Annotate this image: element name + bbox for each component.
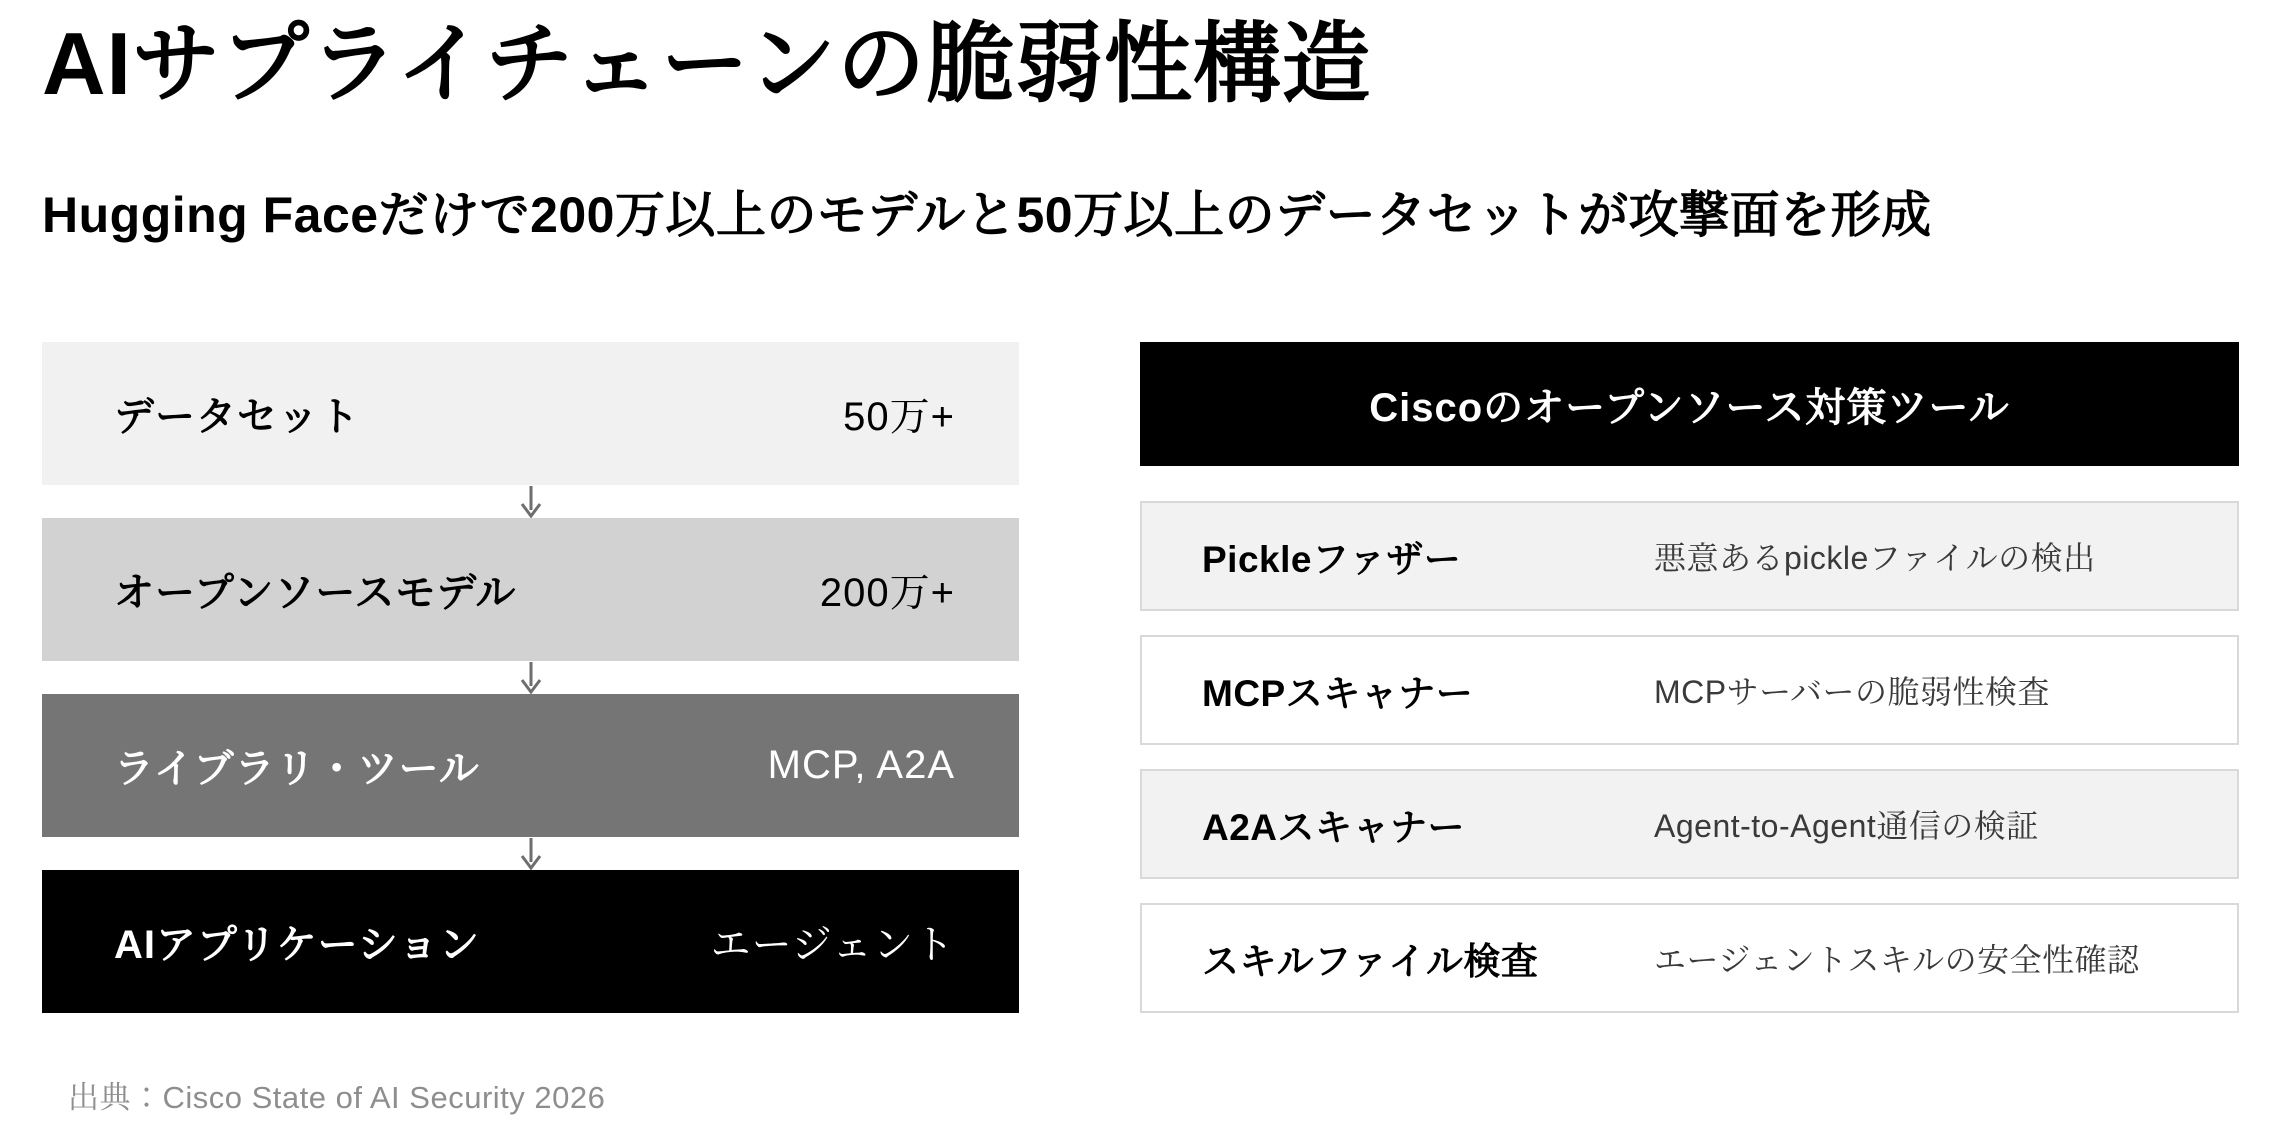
tool-row-skill-file-inspection [1140, 903, 2239, 1013]
tool-description: エージェントスキルの安全性確認 [1654, 942, 2140, 978]
down-arrow-icon [518, 485, 544, 518]
page-title: AIサプライチェーンの脆弱性構造 [42, 14, 1371, 113]
page-subtitle: Hugging Faceだけで200万以上のモデルと50万以上のデータセットが攻撃面を形成 [42, 187, 1932, 243]
tool-row-mcp-scanner [1140, 635, 2239, 745]
stack-box-datasets [42, 342, 1019, 485]
stack-arrow-gap [42, 837, 1019, 870]
stack-box-libraries-tools [42, 694, 1019, 837]
stack-box-open-source-models [42, 518, 1019, 661]
cisco-tools-panel [1140, 342, 2239, 1013]
stack-arrow-gap [42, 661, 1019, 694]
tool-description: Agent-to-Agent通信の検証 [1654, 808, 2039, 844]
tool-name: MCPスキャナー [1202, 673, 1474, 714]
supply-chain-stack [42, 342, 1019, 1013]
stack-box-ai-applications [42, 870, 1019, 1013]
stack-box-value: エージェント [710, 923, 955, 967]
tool-description: 悪意あるpickleファイルの検出 [1654, 540, 2096, 576]
stack-arrow-gap [42, 485, 1019, 518]
tool-row-pickle-fuzzer [1140, 501, 2239, 611]
down-arrow-icon [518, 661, 544, 694]
stack-box-value: 200万+ [819, 571, 955, 615]
stack-box-label: データセット [114, 395, 360, 439]
tool-name: A2Aスキャナー [1202, 807, 1466, 848]
tool-name: Pickleファザー [1202, 539, 1462, 580]
tool-row-a2a-scanner [1140, 769, 2239, 879]
tools-panel-header: Ciscoのオープンソース対策ツール [1140, 342, 2239, 466]
source-note: 出典：Cisco State of AI Security 2026 [68, 1080, 606, 1115]
tool-description: MCPサーバーの脆弱性検査 [1654, 674, 2051, 710]
stack-box-label: AIアプリケーション [114, 923, 480, 967]
stack-box-label: オープンソースモデル [114, 571, 517, 615]
stack-box-label: ライブラリ・ツール [114, 747, 480, 791]
tool-name: スキルファイル検査 [1202, 941, 1539, 982]
stack-box-value: 50万+ [843, 395, 955, 439]
tools-rows [1140, 501, 2239, 1013]
stack-box-value: MCP, A2A [767, 743, 955, 787]
down-arrow-icon [518, 837, 544, 870]
